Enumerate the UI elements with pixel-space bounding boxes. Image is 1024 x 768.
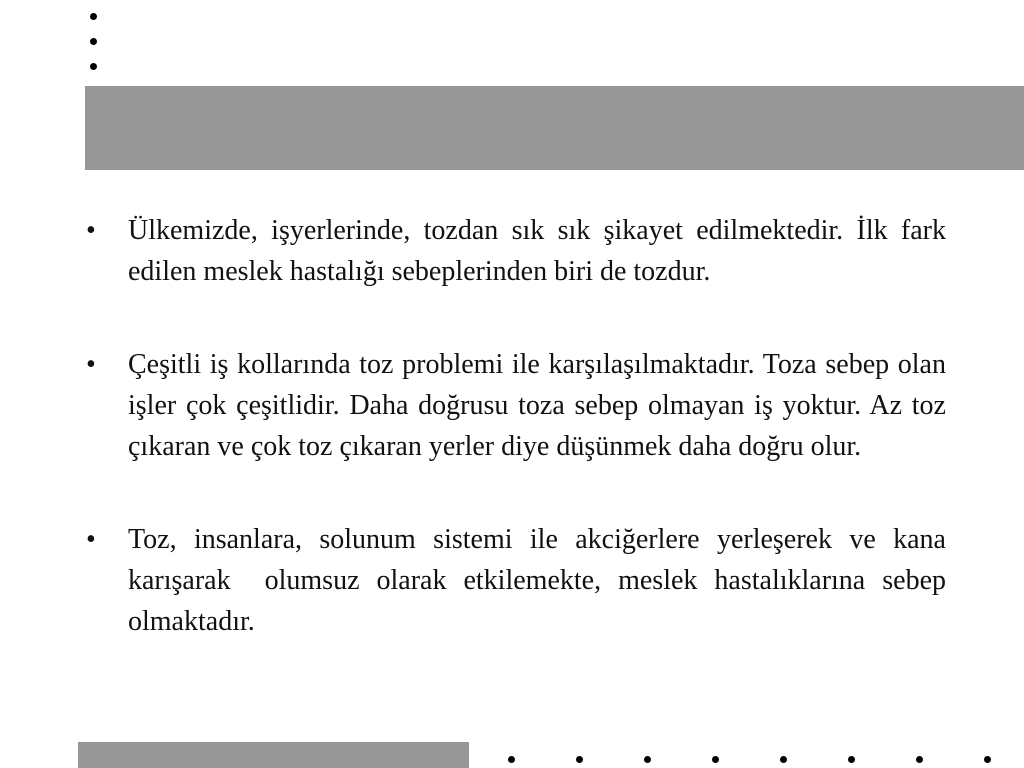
bullet-text: Çeşitli iş kollarında toz problemi ile karşılaşılmaktadır. Toza sebep olan işler çok çeşitlidir. Daha doğrusu toza sebep olmayan iş yoktur. Az toz çıkaran ve çok toz çıkaran yerler diye düşünmek daha doğru olur. [128,349,953,462]
decorative-dot [984,756,991,763]
bullet-text: Toz, insanlara, solunum sistemi ile akciğerlere yerleşerek ve kana karışarak olumsuz olarak etkilemekte, meslek hastalıklarına sebep olmaktadır. [128,524,953,637]
bullet-text: Ülkemizde, işyerlerinde, tozdan sık sık şikayet edilmektedir. İlk fark edilen meslek hastalığı sebeplerinden biri de tozdur. [128,215,953,287]
decorative-dot [712,756,719,763]
bullet-marker: • [86,349,96,380]
bullet-item [86,344,953,467]
decorative-dot [90,13,97,20]
bullet-item [86,210,953,292]
decorative-dot [90,63,97,70]
decorative-dot [576,756,583,763]
decorative-dot [780,756,787,763]
decorative-dot [644,756,651,763]
header-bar [85,86,1024,170]
decorative-dot [848,756,855,763]
decorative-dot [508,756,515,763]
decorative-dot [916,756,923,763]
bullet-item [86,519,953,642]
bullet-list [86,210,953,642]
bullet-marker: • [86,524,96,555]
bullet-marker: • [86,215,96,246]
decorative-dot [90,38,97,45]
footer-bar [78,742,469,768]
